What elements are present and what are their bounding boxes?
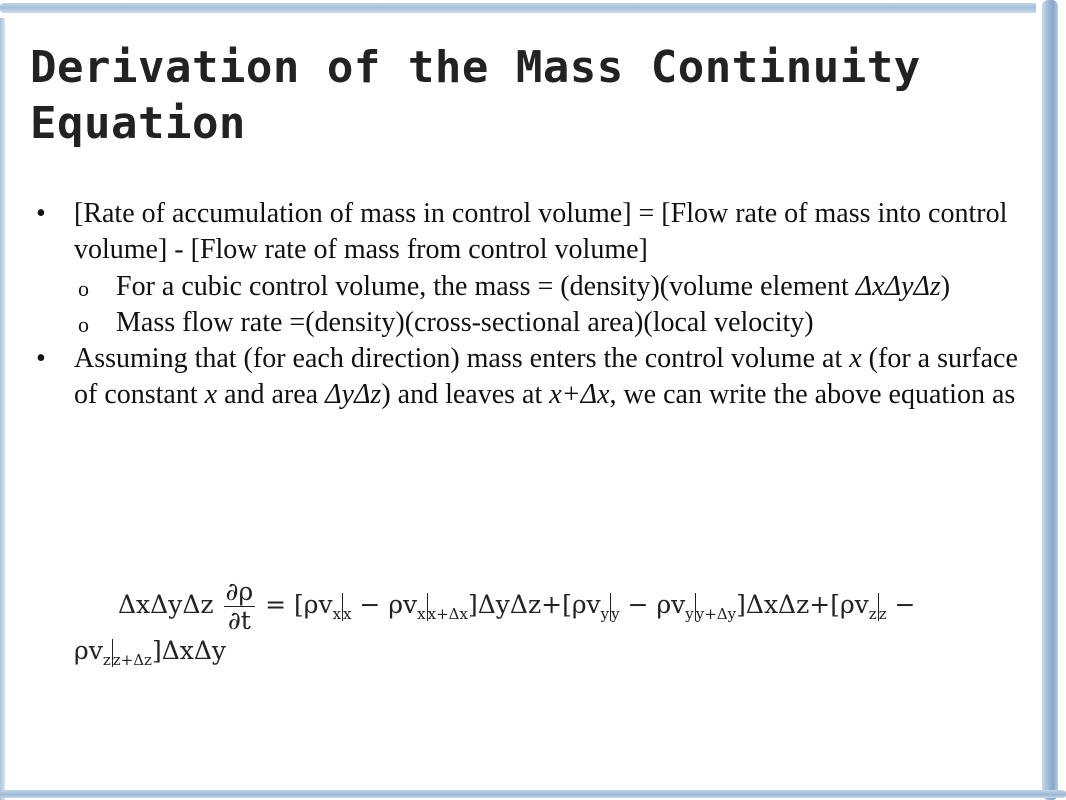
slide-title: Derivation of the Mass Continuity Equation bbox=[30, 42, 921, 149]
slide-frame-top-stroke bbox=[0, 3, 1060, 13]
equation-term: ]ΔyΔz+[ρv bbox=[467, 590, 601, 619]
equation-term: ]ΔxΔy bbox=[151, 636, 227, 665]
subscript: y bbox=[685, 605, 694, 623]
area-symbol: ΔyΔz bbox=[325, 379, 382, 410]
subscript: z+Δz bbox=[112, 651, 152, 669]
bullet-text: , we can write the above equation as bbox=[609, 379, 1016, 410]
equation-term: ρv bbox=[74, 636, 103, 665]
bullet-item bbox=[36, 341, 1036, 413]
volume-element-symbol: ΔxΔyΔz bbox=[855, 271, 941, 302]
sub-bullet-icon: o bbox=[78, 312, 89, 337]
subscript: x+Δx bbox=[427, 605, 468, 623]
equation-term: = [ρv bbox=[265, 590, 333, 619]
subscript: x bbox=[343, 605, 352, 623]
bullet-text: ) and leaves at bbox=[381, 379, 550, 410]
subscript: z bbox=[878, 605, 887, 623]
variable-x-plus-dx: x+Δx bbox=[549, 379, 610, 410]
bullet-text: (for a surface of constant bbox=[74, 343, 1018, 410]
subscript: z bbox=[102, 651, 111, 669]
sub-bullet-item bbox=[36, 269, 1036, 305]
bullet-text: and area bbox=[217, 379, 326, 410]
equation-term: − ρv bbox=[619, 590, 686, 619]
bullet-item bbox=[36, 196, 1036, 268]
equation-lhs: ΔxΔyΔz bbox=[118, 590, 214, 619]
slide-body bbox=[36, 196, 1036, 414]
bullet-icon: • bbox=[36, 198, 46, 229]
subscript: z bbox=[868, 605, 877, 623]
bullet-icon: • bbox=[36, 343, 46, 374]
fraction-denominator: ∂t bbox=[227, 606, 251, 635]
subscript: x bbox=[417, 605, 426, 623]
subscript: y+Δy bbox=[695, 605, 737, 623]
fraction-numerator: ∂ρ bbox=[225, 577, 254, 606]
equation-term: − bbox=[886, 590, 916, 619]
slide-frame-top bbox=[0, 0, 1066, 18]
slide-frame-left bbox=[0, 0, 5, 800]
partial-derivative bbox=[224, 578, 256, 635]
sub-bullet-text: Mass flow rate =(density)(cross-sectional area)(local velocity) bbox=[116, 307, 814, 338]
variable-x: x bbox=[204, 379, 218, 410]
slide-frame-bottom bbox=[0, 790, 1066, 798]
sub-bullet-text-end: ) bbox=[940, 271, 951, 302]
slide-frame-right-stroke bbox=[1042, 0, 1058, 800]
equation-term: − ρv bbox=[351, 590, 418, 619]
equation-line-1 bbox=[118, 578, 916, 638]
equation-line-2 bbox=[74, 636, 226, 669]
variable-x: x bbox=[849, 343, 862, 374]
sub-bullet-icon: o bbox=[78, 276, 89, 301]
subscript: y bbox=[611, 605, 620, 623]
slide-frame-right bbox=[1036, 0, 1066, 800]
bullet-text: [Rate of accumulation of mass in control volume] = [Flow rate of mass into control volume] - [Flow rate of mass from control volume] bbox=[74, 198, 1008, 265]
bullet-text: Assuming that (for each direction) mass enters the control volume at bbox=[74, 343, 850, 374]
sub-bullet-item bbox=[36, 305, 1036, 341]
subscript: y bbox=[600, 605, 610, 623]
subscript: x bbox=[332, 605, 342, 623]
sub-bullet-text: For a cubic control volume, the mass = (density)(volume element bbox=[116, 271, 856, 302]
equation-term: ]ΔxΔz+[ρv bbox=[736, 590, 869, 619]
